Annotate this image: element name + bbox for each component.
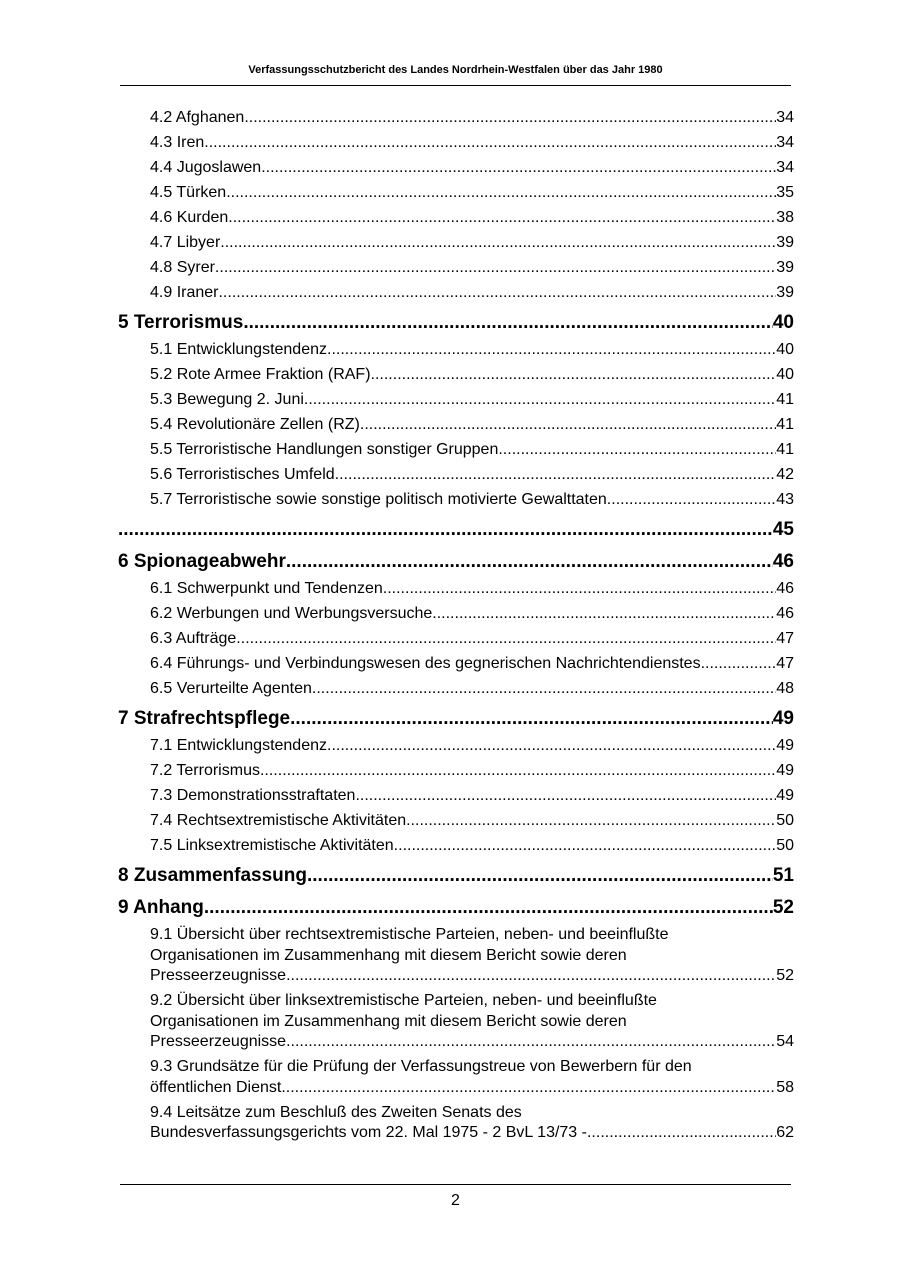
toc-entry-line	[150, 1123, 794, 1144]
dot-leader	[281, 1078, 776, 1099]
dot-leader	[244, 108, 776, 129]
toc-section-entry	[150, 652, 794, 677]
toc-entry-line	[150, 679, 794, 700]
toc-entry-page: 47	[776, 655, 794, 673]
toc-entry-line	[150, 579, 794, 600]
toc-section-entry	[150, 809, 794, 834]
toc-entry-title-line: 9.1 Übersicht über rechtsextremistische Parteien, neben- und beeinflußte	[150, 926, 669, 944]
footer-rule	[120, 1184, 791, 1185]
toc-entry-title: 9 Anhang	[118, 896, 204, 918]
dot-leader	[220, 233, 776, 254]
toc-entry-title: 6.5 Verurteilte Agenten	[150, 680, 312, 698]
toc-chapter-entry	[118, 545, 794, 577]
toc-section-entry	[150, 627, 794, 652]
toc-entry-line	[118, 864, 794, 887]
toc-entry-line	[150, 786, 794, 807]
toc-entry-line	[150, 1078, 794, 1099]
toc-entry-page: 46	[776, 580, 794, 598]
toc-entry-title: 5.1 Entwicklungstendenz	[150, 341, 327, 359]
toc-section-entry	[150, 438, 794, 463]
toc-entry-title: 7.3 Demonstrationsstraftaten	[150, 787, 356, 805]
toc-entry-title: 4.7 Libyer	[150, 234, 221, 252]
toc-entry-page: 39	[776, 259, 794, 277]
toc-section-entry	[150, 206, 794, 231]
toc-entry-title: 5.4 Revolutionäre Zellen (RZ)	[150, 416, 360, 434]
dot-leader	[406, 811, 776, 832]
toc-entry-title: 5.7 Terroristische sowie sonstige politisch motivierte Gewalttaten	[150, 491, 607, 509]
toc-entry-page: 46	[776, 605, 794, 623]
toc-section-entry	[150, 281, 794, 306]
toc-section-entry	[150, 989, 794, 1055]
dot-leader	[335, 465, 777, 486]
toc-section-entry	[150, 388, 794, 413]
toc-entry-line	[150, 340, 794, 361]
toc-entry-title: 5.2 Rote Armee Fraktion (RAF)	[150, 366, 371, 384]
toc-entry-page: 41	[776, 416, 794, 434]
toc-section-entry	[150, 759, 794, 784]
dot-leader	[607, 490, 776, 511]
toc-section-entry	[150, 784, 794, 809]
toc-section-entry	[150, 577, 794, 602]
toc-entry-line	[150, 283, 794, 304]
toc-entry-title: 4.3 Iren	[150, 134, 205, 152]
toc-entry-page: 50	[776, 812, 794, 830]
toc-entry-line	[150, 133, 794, 154]
dot-leader	[394, 836, 777, 857]
toc-entry-title: Bundesverfassungsgerichts vom 22. Mal 1975 - 2 BvL 13/73 -	[150, 1124, 587, 1142]
toc-entry-page: 39	[776, 284, 794, 302]
dot-leader	[432, 604, 776, 625]
dot-leader	[360, 415, 776, 436]
toc-section-entry	[150, 1101, 794, 1147]
toc-entry-title: 5 Terrorismus	[118, 311, 244, 333]
dot-leader	[307, 864, 773, 887]
dot-leader	[204, 133, 776, 154]
toc-entry-line	[118, 518, 794, 541]
toc-entry-page: 50	[776, 837, 794, 855]
toc-entry-title: 8 Zusammenfassung	[118, 864, 307, 886]
toc-entry-page: 48	[776, 680, 794, 698]
toc-entry-title: 7.5 Linksextremistische Aktivitäten	[150, 837, 394, 855]
toc-entry-page: 41	[776, 391, 794, 409]
toc-entry-line	[150, 736, 794, 757]
toc-entry-title: öffentlichen Dienst	[150, 1078, 282, 1096]
dot-leader	[383, 579, 776, 600]
toc-entry-page: 49	[776, 762, 794, 780]
toc-entry-line	[150, 440, 794, 461]
dot-leader	[226, 183, 776, 204]
dot-leader	[236, 629, 776, 650]
toc-entry-title: 5.6 Terroristisches Umfeld	[150, 466, 335, 484]
toc-entry-line	[150, 966, 794, 987]
toc-entry-page: 34	[776, 134, 794, 152]
toc-section-entry	[150, 463, 794, 488]
toc-chapter-entry	[118, 891, 794, 923]
toc-chapter-entry	[118, 513, 794, 545]
toc-entry-line	[150, 208, 794, 229]
dot-leader	[587, 1123, 776, 1144]
toc-entry-page: 58	[776, 1078, 794, 1096]
toc-entry-line	[150, 654, 794, 675]
toc-entry-page: 43	[776, 491, 794, 509]
toc-section-entry	[150, 834, 794, 859]
toc-entry-line	[118, 311, 794, 334]
toc-entry-title: 4.8 Syrer	[150, 259, 215, 277]
toc-entry-line	[150, 233, 794, 254]
toc-entry-title-line: 9.4 Leitsätze zum Beschluß des Zweiten Senats des	[150, 1103, 522, 1121]
toc-entry-page: 42	[776, 466, 794, 484]
dot-leader	[371, 365, 777, 386]
dot-leader	[498, 440, 776, 461]
toc-entry-page: 49	[772, 707, 794, 729]
toc-entry-page: 45	[772, 518, 794, 540]
toc-section-entry	[150, 413, 794, 438]
toc-entry-page: 52	[772, 896, 794, 918]
toc-entry-page: 52	[776, 967, 794, 985]
dot-leader	[261, 158, 776, 179]
toc-entry-title: 4.9 Iraner	[150, 284, 219, 302]
toc-section-entry	[150, 734, 794, 759]
toc-entry-page: 34	[776, 109, 794, 127]
dot-leader	[118, 518, 773, 541]
toc-entry-page: 40	[776, 366, 794, 384]
dot-leader	[215, 258, 776, 279]
toc-entry-title: Presseerzeugnisse	[150, 1033, 287, 1051]
toc-section-entry	[150, 131, 794, 156]
dot-leader	[304, 390, 776, 411]
dot-leader	[327, 340, 776, 361]
dot-leader	[286, 550, 773, 573]
dot-leader	[228, 208, 776, 229]
toc-section-entry	[150, 488, 794, 513]
toc-entry-title: 5.3 Bewegung 2. Juni	[150, 391, 304, 409]
toc-entry-title: 4.5 Türken	[150, 184, 227, 202]
toc-section-entry	[150, 923, 794, 989]
toc-entry-title: 7.2 Terrorismus	[150, 762, 260, 780]
dot-leader	[286, 966, 776, 987]
toc-entry-page: 41	[776, 441, 794, 459]
dot-leader	[355, 786, 776, 807]
toc-section-entry	[150, 677, 794, 702]
toc-section-entry	[150, 106, 794, 131]
dot-leader	[260, 761, 776, 782]
toc-entry-line	[150, 390, 794, 411]
toc-entry-line	[150, 108, 794, 129]
toc-entry-line	[150, 811, 794, 832]
dot-leader	[243, 311, 773, 334]
toc-entry-title: 6.2 Werbungen und Werbungsversuche	[150, 605, 433, 623]
toc-section-entry	[150, 363, 794, 388]
toc-entry-line	[150, 415, 794, 436]
toc-entry-title-line: 9.3 Grundsätze für die Prüfung der Verfassungstreue von Bewerbern für den	[150, 1058, 692, 1076]
toc-entry-line	[150, 629, 794, 650]
toc-chapter-entry	[118, 859, 794, 891]
toc-entry-line	[150, 761, 794, 782]
toc-entry-title-line: Organisationen im Zusammenhang mit diesem Bericht sowie deren	[150, 1012, 627, 1030]
toc-entry-title: 6.1 Schwerpunkt und Tendenzen	[150, 580, 383, 598]
toc-entry-title: 6.4 Führungs- und Verbindungswesen des gegnerischen Nachrichtendienstes	[150, 655, 701, 673]
dot-leader	[218, 283, 776, 304]
dot-leader	[327, 736, 776, 757]
toc-entry-line	[150, 1032, 794, 1053]
toc-entry-title: 7.1 Entwicklungstendenz	[150, 737, 327, 755]
dot-leader	[204, 896, 773, 919]
header-rule	[120, 85, 791, 86]
toc-entry-line	[118, 550, 794, 573]
toc-section-entry	[150, 1055, 794, 1101]
toc-entry-line	[150, 836, 794, 857]
toc-entry-page: 40	[772, 311, 794, 333]
toc-entry-title: 7 Strafrechtspflege	[118, 707, 291, 729]
toc-entry-line	[150, 604, 794, 625]
dot-leader	[312, 679, 776, 700]
toc-entry-title: 4.4 Jugoslawen	[150, 159, 262, 177]
dot-leader	[290, 707, 773, 730]
toc-entry-line	[118, 707, 794, 730]
toc-section-entry	[150, 231, 794, 256]
table-of-contents	[0, 106, 900, 1146]
toc-entry-line	[150, 465, 794, 486]
toc-section-entry	[150, 256, 794, 281]
toc-entry-page: 34	[776, 159, 794, 177]
toc-entry-title-line: 9.2 Übersicht über linksextremistische Parteien, neben- und beeinflußte	[150, 992, 657, 1010]
toc-entry-title: Presseerzeugnisse	[150, 967, 287, 985]
toc-entry-page: 47	[776, 630, 794, 648]
toc-entry-line	[150, 365, 794, 386]
toc-chapter-entry	[118, 306, 794, 338]
toc-entry-title: 6 Spionageabwehr	[118, 550, 286, 572]
toc-section-entry	[150, 181, 794, 206]
toc-entry-line	[150, 183, 794, 204]
toc-entry-line	[150, 490, 794, 511]
toc-entry-page: 54	[776, 1033, 794, 1051]
toc-entry-line	[150, 258, 794, 279]
toc-entry-page: 51	[772, 864, 794, 886]
toc-entry-page: 38	[776, 209, 794, 227]
toc-entry-page: 49	[776, 737, 794, 755]
toc-entry-line	[150, 158, 794, 179]
toc-entry-page: 39	[776, 234, 794, 252]
toc-chapter-entry	[118, 702, 794, 734]
running-header: Verfassungsschutzbericht des Landes Nordrhein-Westfalen über das Jahr 1980	[248, 64, 663, 76]
toc-entry-page: 46	[772, 550, 794, 572]
toc-entry-title: 4.6 Kurden	[150, 209, 229, 227]
toc-entry-page: 62	[776, 1124, 794, 1142]
toc-entry-title: 6.3 Aufträge	[150, 630, 237, 648]
toc-entry-page: 35	[776, 184, 794, 202]
dot-leader	[286, 1032, 776, 1053]
dot-leader	[701, 654, 777, 675]
toc-section-entry	[150, 602, 794, 627]
toc-section-entry	[150, 338, 794, 363]
toc-entry-line	[118, 896, 794, 919]
toc-entry-title: 5.5 Terroristische Handlungen sonstiger Gruppen	[150, 441, 499, 459]
page-number: 2	[451, 1192, 460, 1209]
toc-entry-page: 49	[776, 787, 794, 805]
toc-entry-page: 40	[776, 341, 794, 359]
toc-section-entry	[150, 156, 794, 181]
toc-entry-title-line: Organisationen im Zusammenhang mit diesem Bericht sowie deren	[150, 946, 627, 964]
toc-entry-title: 4.2 Afghanen	[150, 109, 245, 127]
toc-entry-title: 7.4 Rechtsextremistische Aktivitäten	[150, 812, 407, 830]
